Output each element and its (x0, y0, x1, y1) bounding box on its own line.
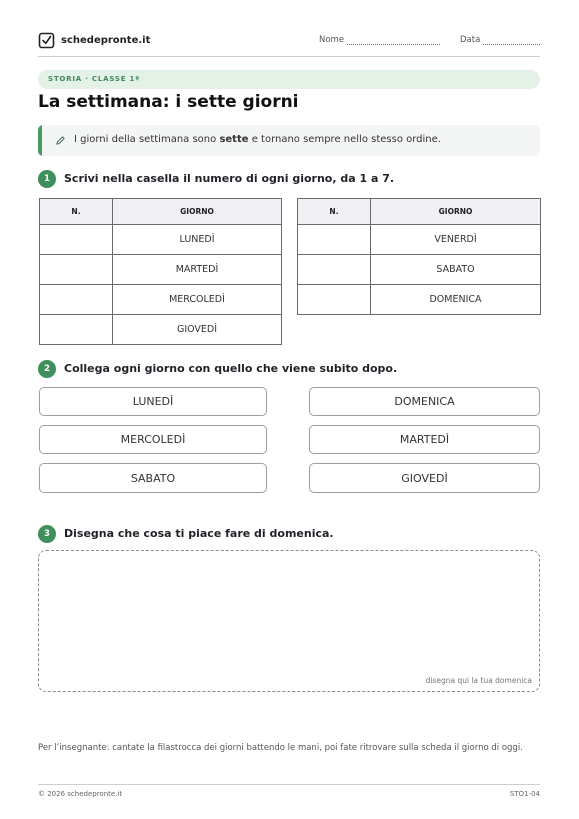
pencil-icon (55, 135, 66, 146)
days-table-right (297, 198, 541, 315)
note-text: I giorni della settimana sono sette e tornano sempre nello stesso ordine. (74, 134, 441, 145)
column-day-header: GIORNO (371, 199, 541, 225)
subject-tag (38, 70, 540, 89)
day-cell: MERCOLEDÌ (113, 285, 282, 315)
number-answer-cell[interactable] (40, 255, 113, 285)
match-right-item[interactable]: GIOVEDÌ (309, 463, 540, 493)
name-line[interactable] (347, 35, 440, 45)
number-answer-cell[interactable] (298, 285, 371, 315)
date-line[interactable] (483, 35, 540, 45)
number-answer-cell[interactable] (298, 225, 371, 255)
date-label: Data (460, 35, 481, 45)
match-left-item[interactable]: LUNEDÌ (39, 387, 267, 416)
question-3-number: 3 (38, 525, 56, 543)
date-field[interactable] (460, 35, 540, 45)
info-note (38, 125, 540, 156)
header-divider (38, 56, 540, 57)
name-label: Nome (319, 35, 345, 45)
day-cell: VENERDÌ (371, 225, 541, 255)
question-1-number: 1 (38, 170, 56, 188)
number-answer-cell[interactable] (40, 225, 113, 255)
brand (38, 30, 150, 50)
match-right-item[interactable]: MARTEDÌ (309, 425, 540, 454)
number-answer-cell[interactable] (40, 285, 113, 315)
footer-code: STO1-04 (509, 790, 540, 798)
subject-tag-label: STORIA · CLASSE 1ª (48, 75, 140, 83)
brand-name: schedepronte.it (61, 34, 151, 46)
footer-copyright: © 2026 schedepronte.it (38, 790, 123, 798)
teacher-note: Per l’insegnante: cantate la filastrocca dei giorni battendo le mani, poi fate ritrovare sulla scheda il giorno di oggi. (38, 743, 523, 753)
note-accent-bar (38, 125, 42, 156)
number-answer-cell[interactable] (298, 255, 371, 285)
name-field[interactable] (319, 35, 440, 45)
drawing-area[interactable] (38, 550, 540, 692)
question-3-text: Disegna che cosa ti piace fare di domenica. (64, 527, 334, 540)
days-table-left (39, 198, 282, 345)
match-right-item[interactable]: DOMENICA (309, 387, 540, 416)
question-1-text: Scrivi nella casella il numero di ogni giorno, da 1 a 7. (64, 172, 395, 185)
match-left-item[interactable]: MERCOLEDÌ (39, 425, 267, 454)
column-number-header: N. (298, 199, 371, 225)
checkbox-logo-icon (38, 32, 55, 49)
column-day-header: GIORNO (113, 199, 282, 225)
question-2-text: Collega ogni giorno con quello che viene subito dopo. (64, 362, 398, 375)
day-cell: LUNEDÌ (113, 225, 282, 255)
day-cell: GIOVEDÌ (113, 315, 282, 345)
day-cell: MARTEDÌ (113, 255, 282, 285)
column-number-header: N. (40, 199, 113, 225)
day-cell: SABATO (371, 255, 541, 285)
footer-divider (38, 784, 540, 785)
number-answer-cell[interactable] (40, 315, 113, 345)
match-left-item[interactable]: SABATO (39, 463, 267, 493)
drawing-hint: disegna qui la tua domenica (425, 676, 532, 685)
page-title: La settimana: i sette giorni (38, 92, 299, 112)
question-2-number: 2 (38, 360, 56, 378)
day-cell: DOMENICA (371, 285, 541, 315)
